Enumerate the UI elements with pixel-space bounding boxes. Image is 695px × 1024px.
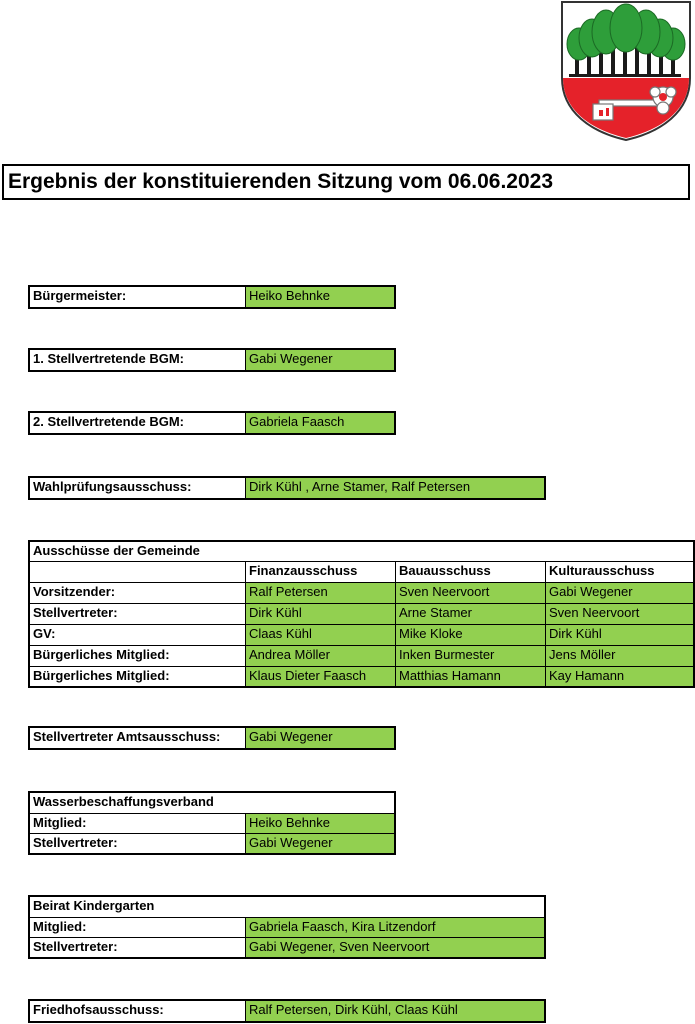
friedhof-value: Ralf Petersen, Dirk Kühl, Claas Kühl [245,1001,544,1021]
table-cell: Jens Möller [545,646,693,666]
table-cell: Gabi Wegener [545,583,693,603]
table-cell: Kay Hamann [545,667,693,686]
table-cell: Ralf Petersen [245,583,395,603]
wasser-heading: Wasserbeschaffungsverband [33,794,214,809]
column-header-kultur: Kulturausschuss [545,562,693,582]
stellv2-label: 2. Stellvertretende BGM: [33,414,184,429]
table-row [30,938,544,957]
stellv1-row [28,348,396,372]
table-cell: Dirk Kühl [245,604,395,624]
table-cell: Klaus Dieter Faasch [245,667,395,686]
table-cell: Matthias Hamann [395,667,545,686]
wasser-table [28,791,396,855]
row-label: Bürgerliches Mitglied: [33,647,170,662]
row-label: Mitglied: [33,919,87,934]
table-row [30,646,693,667]
table-cell: Andrea Möller [245,646,395,666]
kiga-table [28,895,546,959]
table-row [30,625,693,646]
table-row [30,918,544,938]
buergermeister-value: Heiko Behnke [245,287,394,307]
row-label: Stellvertreter: [33,605,118,620]
table-cell: Dirk Kühl [545,625,693,645]
table-cell: Gabi Wegener [245,834,394,853]
table-row [30,834,394,853]
kiga-heading: Beirat Kindergarten [33,898,155,913]
amtsausschuss-value: Gabi Wegener [245,728,394,748]
row-label: Vorsitzender: [33,584,116,599]
ausschuesse-table [28,540,695,688]
column-header-bau: Bauausschuss [395,562,545,582]
table-corner [30,562,245,582]
wahlpruefung-value: Dirk Kühl , Arne Stamer, Ralf Petersen [245,478,544,498]
table-cell: Arne Stamer [395,604,545,624]
table-cell: Gabi Wegener, Sven Neervoort [245,938,544,957]
table-cell: Inken Burmester [395,646,545,666]
friedhof-row [28,999,546,1023]
table-row [30,583,693,604]
table-cell: Sven Neervoort [545,604,693,624]
amtsausschuss-label: Stellvertreter Amtsausschuss: [33,729,221,744]
buergermeister-row [28,285,396,309]
stellv1-value: Gabi Wegener [245,350,394,370]
ausschuesse-heading: Ausschüsse der Gemeinde [33,543,200,558]
buergermeister-label: Bürgermeister: [33,288,127,303]
stellv2-value: Gabriela Faasch [245,413,394,433]
column-header-finanz: Finanzausschuss [245,562,395,582]
row-label: Mitglied: [33,815,87,830]
table-cell: Heiko Behnke [245,814,394,833]
table-cell: Mike Kloke [395,625,545,645]
table-row [30,604,693,625]
wahlpruefung-label: Wahlprüfungsausschuss: [33,479,192,494]
table-cell: Claas Kühl [245,625,395,645]
row-label: Bürgerliches Mitglied: [33,668,170,683]
page-title: Ergebnis der konstituierenden Sitzung vom 06.06.2023 [2,164,690,200]
table-row [30,814,394,834]
wahlpruefung-row [28,476,546,500]
amtsausschuss-row [28,726,396,750]
stellv1-label: 1. Stellvertretende BGM: [33,351,184,366]
table-row [30,667,693,686]
friedhof-label: Friedhofsausschuss: [33,1002,164,1017]
table-cell: Gabriela Faasch, Kira Litzendorf [245,918,544,937]
table-cell: Sven Neervoort [395,583,545,603]
row-label: Stellvertreter: [33,939,118,954]
coat-of-arms-icon [559,0,693,142]
row-label: Stellvertreter: [33,835,118,850]
row-label: GV: [33,626,56,641]
stellv2-row [28,411,396,435]
